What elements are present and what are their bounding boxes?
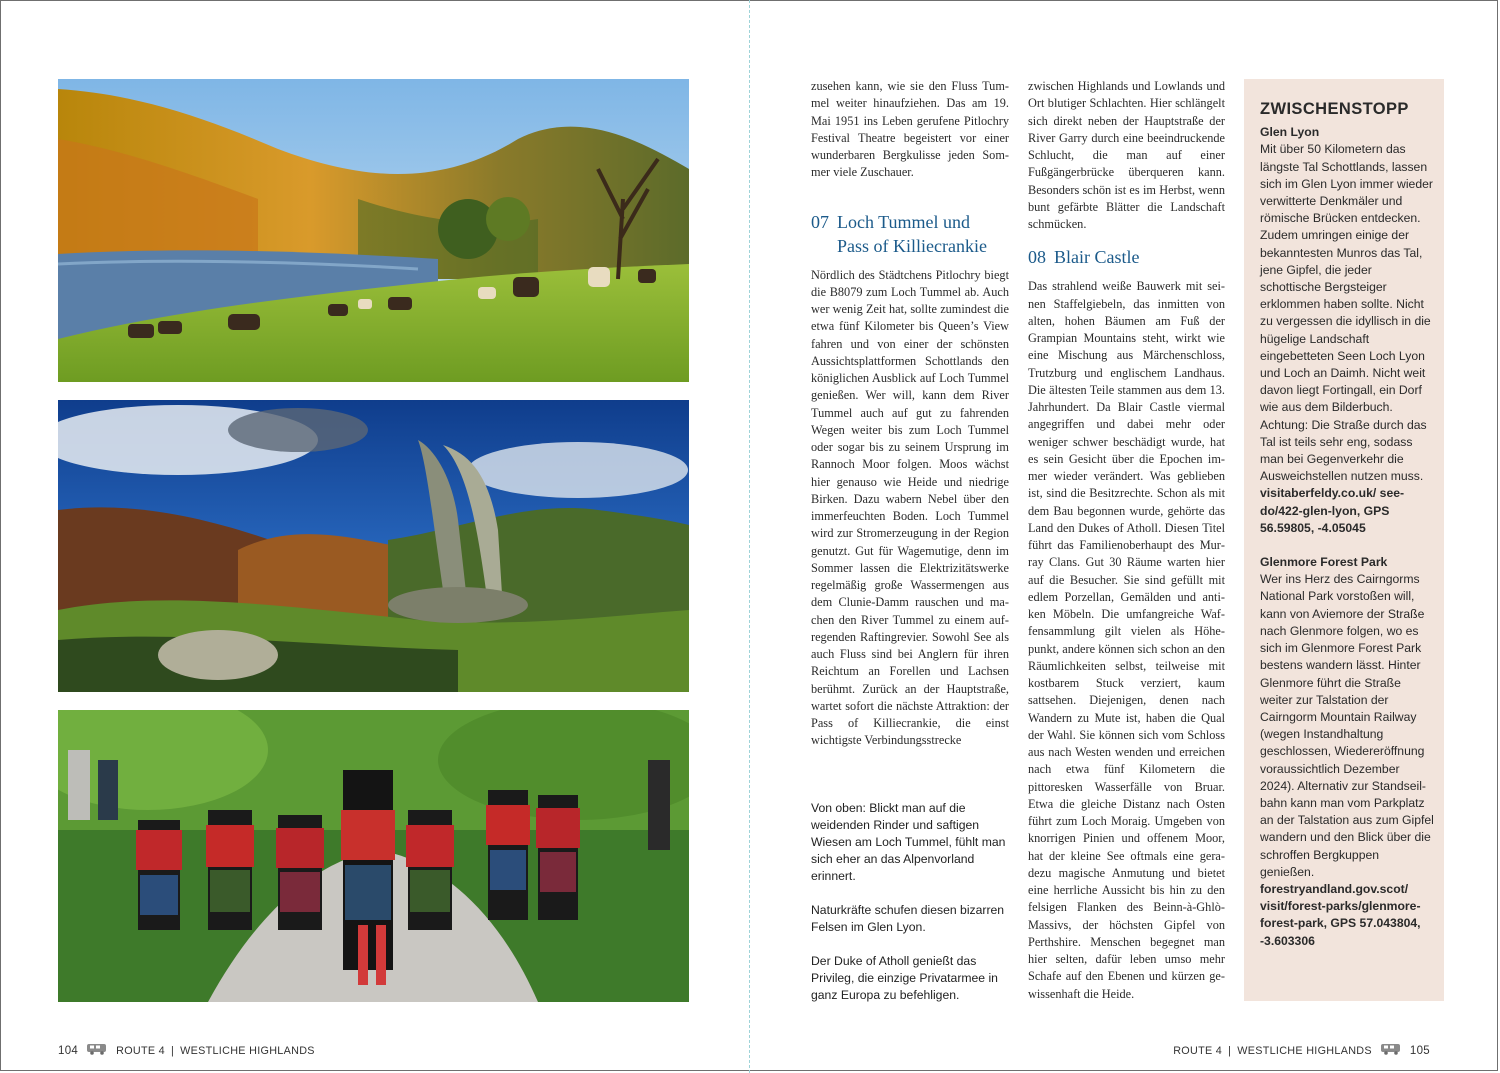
heading-07-line2: Pass of Killiecrankie xyxy=(837,235,987,256)
section-label-left: WESTLICHE HIGHLANDS xyxy=(180,1044,315,1057)
section-label-right: WESTLICHE HIGHLANDS xyxy=(1237,1044,1372,1057)
stop-glenmore-link: forestryandland.gov.scot/ visit/forest-parks/glenmore-forest-park, GPS 57.043804, -3.603306 xyxy=(1260,881,1421,948)
col1-intro: zusehen kann, wie sie den Fluss Tummel weiter hinaufziehen. Das am 19. Mai 1951 ins Leben gerufene Pitlochry Festival Theatre begeistert vor einer wunderbaren Bergkulisse jeden Sommer viele Zuschauer. xyxy=(811,79,1009,180)
stop-glenmore-text: Wer ins Herz des Cairngorms National Park vorstoßen will, kann von Aviemore der Straße nach Glenmore folgen, wo es sich im Glenmore Forest Park bestens wandern lässt. Hinter Glenmore führt die Straße weiter zur Talstation der Cairngorm Mountain Railway (wegen Instandhaltung geschlossen, Wiedereröffnung voraussichtlich Dezember 2024). Alternativ zur Standseilbahn kann man vom Parkplatz an der Talstation aus zum Gipfel wandern und den Blick über die schroffen Bergkuppen genießen. xyxy=(1260,572,1434,879)
col2-body: Das strahlend weiße Bauwerk mit seinen Staffelgiebeln, das inmitten von alten, hohen Bäumen am Fuß der Grampian Mountains steht, wirkt wie eine Mischung aus Märchenschloss, Trutzburg und englischem Landhaus. Die ältesten Teile stammen aus dem 13. Jahrhundert. Da Blair Castle viermal angegriffen und dabei mehr oder weniger schwer beschädigt wurde, hat es sein Gesicht über die Epochen immer wieder verändert. Was geblieben ist, sind die Besitzrechte. Schon als mit dem Bau begonnen wurde, gehörte das Land den Dukes of Atholl. Diesen Titel führt das Familienoberhaupt des Murray Clans. Gut 30 Räume warten hier auf die Besucher. Sie sind gefüllt mit edlem Porzellan, Gemälden und antiken Möbeln. Die umfangreiche Waffensammlung gilt vielen als Höhepunkt, andere können sich schon an den Räumlichkeiten selbst, teilweise mit kostbarem Stuck verziert, kaum sattsehen. Diejenigen, denen nach Wandern zu Mute ist, haben die Qual der Wahl. Sie können sich vom Schloss aus nach Westen wenden und erreichen nach etwa fünf Kilometern die pittoresken Wasserfälle von Bruar. Etwa die gleiche Distanz nach Osten führt zum Loch Moraig. Umgeben von knorrigen Pinien und offenem Moor, hat der kleine See oftmals eine geradezu magische Anmutung und bietet eine herrliche Aussicht bis hin zu den felsigen Flanken des Beinn-à-Ghlò-Massivs, der höchsten Gipfel von Perthshire. Menschen begegnet man hier selten, dafür leben umso mehr Schafe auf den Ebenen und kürzen gewissenhaft die Heide. xyxy=(1028,279,1225,1001)
stop-glenmore-title: Glenmore Forest Park xyxy=(1260,555,1388,570)
caption-2: Naturkräfte schufen diesen bizarren Felsen im Glen Lyon. xyxy=(811,903,1005,934)
col2-intro: zwischen Highlands und Lowlands und Ort blutiger Schlachten. Hier schlängelt sich direkt neben der Hauptstraße der River Garry durch eine beeindruckende Schlucht, die man auf einer Fußgängerbrücke überqueren kann. Besonders schön ist es im Herbst, wenn bunt gefärbte Blätter die Landschaft schmücken. xyxy=(1028,79,1225,231)
sidebar-title: ZWISCHENSTOPP xyxy=(1260,100,1409,118)
heading-07-line1: Loch Tummel und xyxy=(837,211,971,232)
zwischenstopp-box xyxy=(1244,79,1444,1001)
photo-captions xyxy=(811,800,1011,1021)
page-number-right: 105 xyxy=(1409,1044,1430,1057)
caption-1: Von oben: Blickt man auf die weidenden Rinder und saftigen Wiesen am Loch Tummel, fühlt man sich eher an das Alpenvorland erinnert. xyxy=(811,801,1006,883)
text-column-2 xyxy=(1028,78,1225,1003)
footer-left: 104 ROUTE 4 | WESTLICHE HIGHLANDS xyxy=(58,1044,315,1057)
route-label-left: ROUTE 4 xyxy=(116,1044,165,1057)
photo-loch-tummel xyxy=(58,79,689,382)
stop-glen-lyon-text: Mit über 50 Kilometern das längste Tal Schottlands, lassen sich im Glen Lyon immer wieder verwitterte Denkmäler und römische Brücken entdecken. Zudem umringen einige der bekanntesten Munros das Tal, jene Gipfel, die jeder schottische Bergsteiger erklommen haben sollte. Nicht zu vergessen die idyllisch in die hügelige Landschaft eingebetteten Seen Loch Lyon und Loch an Daimh. Nicht weit davon liegt Fortingall, ein Dorf wie aus dem Bilderbuch. Achtung: Die Straße durch das Tal ist teils sehr eng, sodass man bei Gegenverkehr die Ausweichstellen nutzen muss. xyxy=(1260,142,1433,484)
stop-glen-lyon-link: visitaberfeldy.co.uk/ see-do/422-glen-lyon, GPS 56.59805, -4.05045 xyxy=(1260,486,1405,535)
heading-number-08: 08 xyxy=(1028,247,1046,268)
campervan-icon xyxy=(86,1043,108,1058)
section-heading-07 xyxy=(811,210,1009,258)
campervan-icon xyxy=(1380,1043,1402,1058)
col1-body: Nördlich des Städtchens Pitlochry biegt die B8079 zum Loch Tummel ab. Auch wer wenig Zeit hat, sollte zumindest die etwa fünf Kilometer bis Queen’s View fahren und von einer der schönsten Aussichtsplattformen Schottlands den königlichen Ausblick auf Loch Tummel genießen. Wer will, kann dem River Tummel auch auf gut zu fahrenden Wegen weiter bis zum Loch Tummel oder sogar bis zu seinem Ursprung im Rannoch Moor folgen. Moos wächst hier genauso wie Heide und niedrige Birken. Dazu wabern Nebel über den immerfeuchten Boden. Loch Tummel wird zur Stromerzeugung in der Region genutzt. Gut für Wagemutige, denn im Sommer lassen die Elektrizitätswerke regelmäßig große Wassermengen aus dem Clunie-Damm rauschen und machen den River Tummel zu einem aufregenden Raftingrevier. Sowohl See als auch Fluss sind bei Anglern für ihren Reichtum an Forellen und Lachsen berühmt. Zurück an der Hauptstraße, wartet sofort die nächste Attraktion: der Pass of Killiecrankie, die einst wichtigste Verbindungsstrecke xyxy=(811,267,1009,748)
heading-08-text: Blair Castle xyxy=(1054,247,1140,268)
footer-right: ROUTE 4 | WESTLICHE HIGHLANDS 105 xyxy=(1173,1044,1430,1057)
caption-3: Der Duke of Atholl genießt das Privileg, die einzige Privatarmee in ganz Europa zu befehligen. xyxy=(811,954,998,1002)
text-column-1 xyxy=(811,78,1009,750)
route-label-right: ROUTE 4 xyxy=(1173,1044,1223,1057)
photo-atholl-pipers xyxy=(58,710,689,1002)
page-number-left: 104 xyxy=(58,1044,79,1057)
book-gutter xyxy=(749,0,750,1073)
heading-number-07: 07 xyxy=(811,211,829,232)
section-heading-08 xyxy=(1028,245,1225,269)
stop-glen-lyon-title: Glen Lyon xyxy=(1260,125,1320,140)
photo-glen-lyon-rock xyxy=(58,400,689,692)
